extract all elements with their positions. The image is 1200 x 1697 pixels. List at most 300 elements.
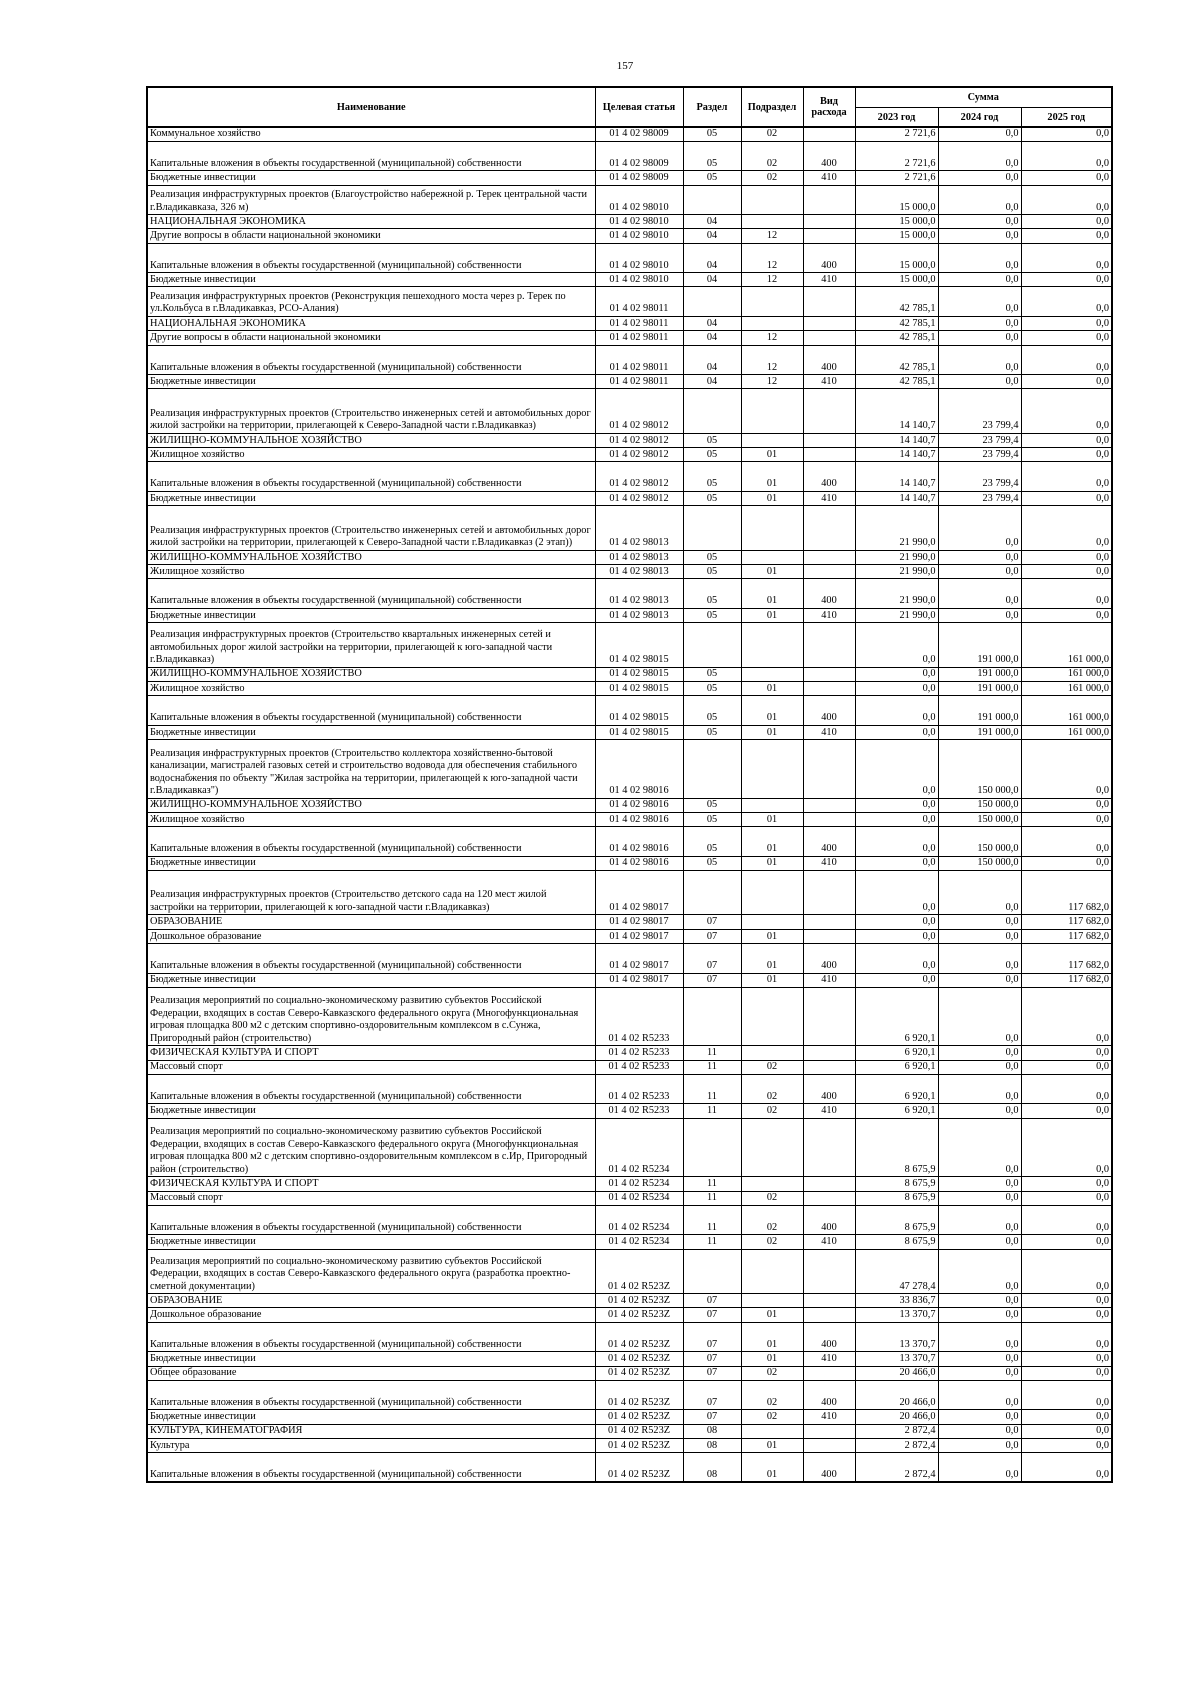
row-name: Капитальные вложения в объекты государственной (муниципальной) собственности: [147, 345, 595, 375]
table-row: [147, 1424, 1112, 1438]
row-2023: 21 990,0: [855, 579, 938, 609]
row-2024: 0,0: [938, 550, 1021, 564]
row-expense-type: 400: [803, 696, 855, 726]
table-row: [147, 1104, 1112, 1118]
row-code: 01 4 02 98010: [595, 185, 683, 215]
row-2023: 2 721,6: [855, 171, 938, 185]
table-row: [147, 812, 1112, 826]
row-code: 01 4 02 98010: [595, 273, 683, 287]
row-section: 05: [683, 127, 741, 141]
row-2023: 2 721,6: [855, 127, 938, 141]
row-code: 01 4 02 98009: [595, 127, 683, 141]
row-2025: 0,0: [1021, 229, 1112, 243]
row-subsection: [741, 1177, 803, 1191]
row-2024: 150 000,0: [938, 798, 1021, 812]
row-name: Дошкольное образование: [147, 929, 595, 943]
row-name: Реализация инфраструктурных проектов (Благоустройство набережной р. Терек центральной части г.Владикавказа, 326 м): [147, 185, 595, 215]
row-section: [683, 1118, 741, 1177]
row-section: 04: [683, 229, 741, 243]
row-2025: 0,0: [1021, 215, 1112, 229]
row-2024: 0,0: [938, 1191, 1021, 1205]
row-2025: 0,0: [1021, 273, 1112, 287]
table-row: [147, 171, 1112, 185]
row-subsection: 01: [741, 1322, 803, 1352]
row-section: 11: [683, 1104, 741, 1118]
header-section: Раздел: [683, 87, 741, 127]
row-2025: 117 682,0: [1021, 870, 1112, 915]
row-code: 01 4 02 98016: [595, 798, 683, 812]
row-subsection: 01: [741, 681, 803, 695]
row-2025: 0,0: [1021, 1191, 1112, 1205]
row-code: 01 4 02 98013: [595, 579, 683, 609]
row-section: 07: [683, 1294, 741, 1308]
row-2025: 0,0: [1021, 389, 1112, 434]
row-code: 01 4 02 98009: [595, 141, 683, 171]
table-row: [147, 273, 1112, 287]
row-section: 08: [683, 1438, 741, 1452]
row-2023: 8 675,9: [855, 1235, 938, 1249]
row-name: Реализация инфраструктурных проектов (Реконструкция пешеходного моста через р. Терек по ул.Кольбуса в г.Владикавказ, РСО-Алания): [147, 287, 595, 317]
row-2025: 0,0: [1021, 141, 1112, 171]
row-name: НАЦИОНАЛЬНАЯ ЭКОНОМИКА: [147, 316, 595, 330]
row-section: 07: [683, 1308, 741, 1322]
row-code: 01 4 02 R5234: [595, 1235, 683, 1249]
header-name: Наименование: [147, 87, 595, 127]
row-expense-type: [803, 1118, 855, 1177]
row-expense-type: [803, 667, 855, 681]
row-section: 04: [683, 345, 741, 375]
row-2024: 0,0: [938, 316, 1021, 330]
row-2023: 2 721,6: [855, 141, 938, 171]
table-row: [147, 1294, 1112, 1308]
row-2023: 42 785,1: [855, 375, 938, 389]
table-row: [147, 667, 1112, 681]
row-subsection: 12: [741, 375, 803, 389]
row-name: Бюджетные инвестиции: [147, 1352, 595, 1366]
row-section: 05: [683, 550, 741, 564]
table-row: [147, 141, 1112, 171]
row-code: 01 4 02 R5233: [595, 1046, 683, 1060]
row-subsection: [741, 389, 803, 434]
row-section: 07: [683, 1322, 741, 1352]
row-section: 05: [683, 433, 741, 447]
row-2023: 20 466,0: [855, 1380, 938, 1410]
row-code: 01 4 02 R5233: [595, 1074, 683, 1104]
row-name: Реализация мероприятий по социально-экономическому развитию субъектов Российской Федерации, входящих в состав Северо-Кавказского федерального округа (Многофункциональная игровая площадка 800 м2 с детским спортивно-оздоровительным комплексом в с.Ир, Пригородный район (строительство): [147, 1118, 595, 1177]
row-subsection: [741, 798, 803, 812]
row-expense-type: [803, 1249, 855, 1294]
row-subsection: [741, 433, 803, 447]
row-2025: 0,0: [1021, 608, 1112, 622]
row-2025: 0,0: [1021, 1438, 1112, 1452]
row-expense-type: 410: [803, 856, 855, 870]
row-2023: 15 000,0: [855, 273, 938, 287]
row-2025: 0,0: [1021, 827, 1112, 857]
row-2025: 0,0: [1021, 448, 1112, 462]
row-expense-type: [803, 929, 855, 943]
row-2024: 23 799,4: [938, 448, 1021, 462]
row-2024: 0,0: [938, 1046, 1021, 1060]
row-2025: 0,0: [1021, 375, 1112, 389]
row-2024: 0,0: [938, 1235, 1021, 1249]
row-2024: 0,0: [938, 1453, 1021, 1483]
row-2023: 14 140,7: [855, 448, 938, 462]
table-row: [147, 1366, 1112, 1380]
row-section: 05: [683, 491, 741, 505]
row-section: 05: [683, 856, 741, 870]
row-2023: 21 990,0: [855, 565, 938, 579]
row-2023: 14 140,7: [855, 462, 938, 492]
row-2024: 0,0: [938, 870, 1021, 915]
row-2023: 14 140,7: [855, 389, 938, 434]
row-2025: 0,0: [1021, 1046, 1112, 1060]
table-row: [147, 870, 1112, 915]
row-subsection: [741, 915, 803, 929]
table-row: [147, 944, 1112, 974]
row-code: 01 4 02 98011: [595, 331, 683, 345]
row-2023: 13 370,7: [855, 1352, 938, 1366]
row-2024: 0,0: [938, 127, 1021, 141]
row-2024: 23 799,4: [938, 433, 1021, 447]
row-2023: 6 920,1: [855, 987, 938, 1046]
row-2024: 23 799,4: [938, 389, 1021, 434]
row-name: Капитальные вложения в объекты государственной (муниципальной) собственности: [147, 1453, 595, 1483]
row-subsection: [741, 506, 803, 551]
row-name: ФИЗИЧЕСКАЯ КУЛЬТУРА И СПОРТ: [147, 1177, 595, 1191]
row-code: 01 4 02 98011: [595, 375, 683, 389]
row-code: 01 4 02 98013: [595, 550, 683, 564]
row-expense-type: [803, 1438, 855, 1452]
row-2025: 0,0: [1021, 1104, 1112, 1118]
row-name: ОБРАЗОВАНИЕ: [147, 915, 595, 929]
row-2024: 150 000,0: [938, 827, 1021, 857]
row-code: 01 4 02 98015: [595, 667, 683, 681]
row-name: Реализация инфраструктурных проектов (Строительство квартальных инженерных сетей и автомобильных дорог жилой застройки на территории, прилегающей к юго-западной части г.Владикавказ): [147, 623, 595, 668]
row-subsection: [741, 987, 803, 1046]
row-2025: 0,0: [1021, 1205, 1112, 1235]
row-name: Капитальные вложения в объекты государственной (муниципальной) собственности: [147, 944, 595, 974]
table-row: [147, 389, 1112, 434]
row-section: 07: [683, 1410, 741, 1424]
row-2023: 0,0: [855, 740, 938, 799]
row-subsection: 12: [741, 243, 803, 273]
row-2023: 6 920,1: [855, 1046, 938, 1060]
row-section: [683, 870, 741, 915]
row-name: Бюджетные инвестиции: [147, 973, 595, 987]
row-name: Жилищное хозяйство: [147, 812, 595, 826]
row-name: Капитальные вложения в объекты государственной (муниципальной) собственности: [147, 1074, 595, 1104]
row-code: 01 4 02 98016: [595, 740, 683, 799]
row-subsection: 02: [741, 1366, 803, 1380]
row-2024: 0,0: [938, 1424, 1021, 1438]
row-2023: 21 990,0: [855, 550, 938, 564]
row-section: [683, 185, 741, 215]
row-section: 05: [683, 725, 741, 739]
row-2025: 0,0: [1021, 127, 1112, 141]
row-subsection: 01: [741, 1352, 803, 1366]
row-code: 01 4 02 R523Z: [595, 1380, 683, 1410]
row-subsection: 01: [741, 1438, 803, 1452]
row-code: 01 4 02 98017: [595, 915, 683, 929]
row-2025: 0,0: [1021, 798, 1112, 812]
row-expense-type: 410: [803, 375, 855, 389]
row-2024: 0,0: [938, 229, 1021, 243]
row-subsection: 02: [741, 1104, 803, 1118]
row-section: 04: [683, 215, 741, 229]
table-row: [147, 1438, 1112, 1452]
row-section: 05: [683, 579, 741, 609]
row-2024: 0,0: [938, 243, 1021, 273]
row-name: Культура: [147, 1438, 595, 1452]
row-expense-type: 410: [803, 273, 855, 287]
row-expense-type: 400: [803, 1205, 855, 1235]
row-section: 11: [683, 1235, 741, 1249]
row-expense-type: [803, 1424, 855, 1438]
row-expense-type: [803, 448, 855, 462]
row-section: [683, 740, 741, 799]
table-row: [147, 243, 1112, 273]
row-2025: 0,0: [1021, 185, 1112, 215]
row-code: 01 4 02 R523Z: [595, 1453, 683, 1483]
row-section: 05: [683, 448, 741, 462]
table-row: [147, 506, 1112, 551]
row-code: 01 4 02 98015: [595, 725, 683, 739]
row-expense-type: 400: [803, 462, 855, 492]
row-2024: 0,0: [938, 171, 1021, 185]
row-subsection: 02: [741, 1074, 803, 1104]
row-subsection: 01: [741, 608, 803, 622]
row-2024: 0,0: [938, 331, 1021, 345]
row-2023: 13 370,7: [855, 1322, 938, 1352]
row-2023: 0,0: [855, 812, 938, 826]
row-2023: 0,0: [855, 973, 938, 987]
row-2023: 15 000,0: [855, 229, 938, 243]
row-section: 05: [683, 667, 741, 681]
row-expense-type: 400: [803, 141, 855, 171]
row-2025: 161 000,0: [1021, 681, 1112, 695]
row-name: Капитальные вложения в объекты государственной (муниципальной) собственности: [147, 696, 595, 726]
table-row: [147, 1380, 1112, 1410]
table-row: [147, 491, 1112, 505]
row-2023: 0,0: [855, 827, 938, 857]
row-subsection: 12: [741, 331, 803, 345]
row-name: Бюджетные инвестиции: [147, 1104, 595, 1118]
row-code: 01 4 02 98017: [595, 973, 683, 987]
row-2023: 8 675,9: [855, 1118, 938, 1177]
row-2023: 0,0: [855, 798, 938, 812]
row-code: 01 4 02 R523Z: [595, 1410, 683, 1424]
row-name: Бюджетные инвестиции: [147, 273, 595, 287]
row-2025: 0,0: [1021, 740, 1112, 799]
row-section: 07: [683, 1352, 741, 1366]
row-2024: 0,0: [938, 1410, 1021, 1424]
header-2023: 2023 год: [855, 108, 938, 128]
table-row: [147, 798, 1112, 812]
row-2025: 0,0: [1021, 1118, 1112, 1177]
row-name: Реализация мероприятий по социально-экономическому развитию субъектов Российской Федерации, входящих в состав Северо-Кавказского федерального округа (разработка проектно-сметной документации): [147, 1249, 595, 1294]
row-name: Массовый спорт: [147, 1060, 595, 1074]
table-row: [147, 915, 1112, 929]
row-code: 01 4 02 R5233: [595, 1104, 683, 1118]
row-2025: 0,0: [1021, 506, 1112, 551]
row-2023: 0,0: [855, 667, 938, 681]
row-code: 01 4 02 98012: [595, 389, 683, 434]
row-code: 01 4 02 98011: [595, 287, 683, 317]
table-row: [147, 856, 1112, 870]
row-expense-type: [803, 1308, 855, 1322]
table-row: [147, 229, 1112, 243]
table-row: [147, 331, 1112, 345]
table-row: [147, 215, 1112, 229]
row-2023: 14 140,7: [855, 491, 938, 505]
table-row: [147, 681, 1112, 695]
row-section: 08: [683, 1424, 741, 1438]
row-code: 01 4 02 R5234: [595, 1118, 683, 1177]
row-expense-type: [803, 433, 855, 447]
row-code: 01 4 02 98010: [595, 243, 683, 273]
row-2023: 2 872,4: [855, 1438, 938, 1452]
row-subsection: [741, 667, 803, 681]
row-2023: 42 785,1: [855, 345, 938, 375]
table-row: [147, 987, 1112, 1046]
row-subsection: 02: [741, 1410, 803, 1424]
row-2023: 33 836,7: [855, 1294, 938, 1308]
row-subsection: [741, 623, 803, 668]
row-2024: 0,0: [938, 1366, 1021, 1380]
table-row: [147, 1249, 1112, 1294]
row-section: 05: [683, 171, 741, 185]
row-2023: 0,0: [855, 915, 938, 929]
table-body: [147, 127, 1112, 1482]
row-2025: 0,0: [1021, 1352, 1112, 1366]
table-row: [147, 929, 1112, 943]
row-subsection: [741, 215, 803, 229]
row-name: НАЦИОНАЛЬНАЯ ЭКОНОМИКА: [147, 215, 595, 229]
row-subsection: [741, 1424, 803, 1438]
row-2024: 0,0: [938, 944, 1021, 974]
row-section: [683, 987, 741, 1046]
header-sum: Сумма: [855, 87, 1112, 108]
row-name: Другие вопросы в области национальной экономики: [147, 229, 595, 243]
row-2025: 0,0: [1021, 491, 1112, 505]
row-2024: 0,0: [938, 215, 1021, 229]
row-2024: 0,0: [938, 1205, 1021, 1235]
table-row: [147, 1046, 1112, 1060]
row-subsection: 12: [741, 273, 803, 287]
header-expense-type: Вид расхода: [803, 87, 855, 127]
row-code: 01 4 02 R5234: [595, 1191, 683, 1205]
table-row: [147, 462, 1112, 492]
row-expense-type: [803, 565, 855, 579]
row-code: 01 4 02 R523Z: [595, 1352, 683, 1366]
row-2023: 0,0: [855, 856, 938, 870]
table-row: [147, 550, 1112, 564]
row-expense-type: 410: [803, 491, 855, 505]
row-section: 05: [683, 565, 741, 579]
row-section: [683, 287, 741, 317]
row-code: 01 4 02 R523Z: [595, 1322, 683, 1352]
row-code: 01 4 02 98012: [595, 433, 683, 447]
row-name: КУЛЬТУРА, КИНЕМАТОГРАФИЯ: [147, 1424, 595, 1438]
row-section: 05: [683, 681, 741, 695]
row-section: 05: [683, 696, 741, 726]
row-2024: 0,0: [938, 1118, 1021, 1177]
row-name: Бюджетные инвестиции: [147, 375, 595, 389]
row-expense-type: 410: [803, 725, 855, 739]
row-expense-type: [803, 798, 855, 812]
row-subsection: 01: [741, 929, 803, 943]
row-expense-type: [803, 1060, 855, 1074]
row-code: 01 4 02 98017: [595, 929, 683, 943]
row-expense-type: [803, 550, 855, 564]
row-expense-type: [803, 812, 855, 826]
row-subsection: 02: [741, 1380, 803, 1410]
row-2025: 0,0: [1021, 433, 1112, 447]
row-2025: 0,0: [1021, 812, 1112, 826]
row-2024: 0,0: [938, 915, 1021, 929]
row-2025: 0,0: [1021, 1308, 1112, 1322]
row-expense-type: 400: [803, 1074, 855, 1104]
row-2024: 0,0: [938, 565, 1021, 579]
row-2024: 0,0: [938, 973, 1021, 987]
row-2024: 23 799,4: [938, 462, 1021, 492]
row-2025: 0,0: [1021, 579, 1112, 609]
row-2025: 0,0: [1021, 856, 1112, 870]
row-2023: 15 000,0: [855, 243, 938, 273]
row-code: 01 4 02 98015: [595, 623, 683, 668]
table-row: [147, 345, 1112, 375]
row-name: Реализация инфраструктурных проектов (Строительство инженерных сетей и автомобильных дорог жилой застройки на территории, прилегающей к Северо-Западной части г.Владикавказ): [147, 389, 595, 434]
row-code: 01 4 02 98012: [595, 491, 683, 505]
row-name: Бюджетные инвестиции: [147, 491, 595, 505]
row-2023: 0,0: [855, 944, 938, 974]
table-row: [147, 1453, 1112, 1483]
row-2024: 0,0: [938, 1104, 1021, 1118]
row-2023: 0,0: [855, 929, 938, 943]
row-2023: 13 370,7: [855, 1308, 938, 1322]
row-name: Бюджетные инвестиции: [147, 1235, 595, 1249]
row-name: Жилищное хозяйство: [147, 565, 595, 579]
table-row: [147, 433, 1112, 447]
row-2023: 42 785,1: [855, 316, 938, 330]
row-section: 11: [683, 1074, 741, 1104]
row-code: 01 4 02 98010: [595, 215, 683, 229]
table-row: [147, 725, 1112, 739]
row-2024: 0,0: [938, 1060, 1021, 1074]
row-2024: 23 799,4: [938, 491, 1021, 505]
row-expense-type: 410: [803, 1104, 855, 1118]
row-2024: 0,0: [938, 345, 1021, 375]
row-code: 01 4 02 98013: [595, 608, 683, 622]
row-2025: 0,0: [1021, 287, 1112, 317]
row-name: ЖИЛИЩНО-КОММУНАЛЬНОЕ ХОЗЯЙСТВО: [147, 433, 595, 447]
row-2023: 47 278,4: [855, 1249, 938, 1294]
row-2024: 0,0: [938, 608, 1021, 622]
row-name: Коммунальное хозяйство: [147, 127, 595, 141]
row-name: ЖИЛИЩНО-КОММУНАЛЬНОЕ ХОЗЯЙСТВО: [147, 550, 595, 564]
row-2024: 150 000,0: [938, 856, 1021, 870]
row-expense-type: [803, 215, 855, 229]
table-row: [147, 565, 1112, 579]
row-2025: 117 682,0: [1021, 929, 1112, 943]
row-code: 01 4 02 98011: [595, 345, 683, 375]
table-row: [147, 1235, 1112, 1249]
row-2025: 0,0: [1021, 565, 1112, 579]
row-2025: 0,0: [1021, 462, 1112, 492]
row-expense-type: [803, 1177, 855, 1191]
row-2024: 0,0: [938, 1380, 1021, 1410]
row-code: 01 4 02 R523Z: [595, 1366, 683, 1380]
